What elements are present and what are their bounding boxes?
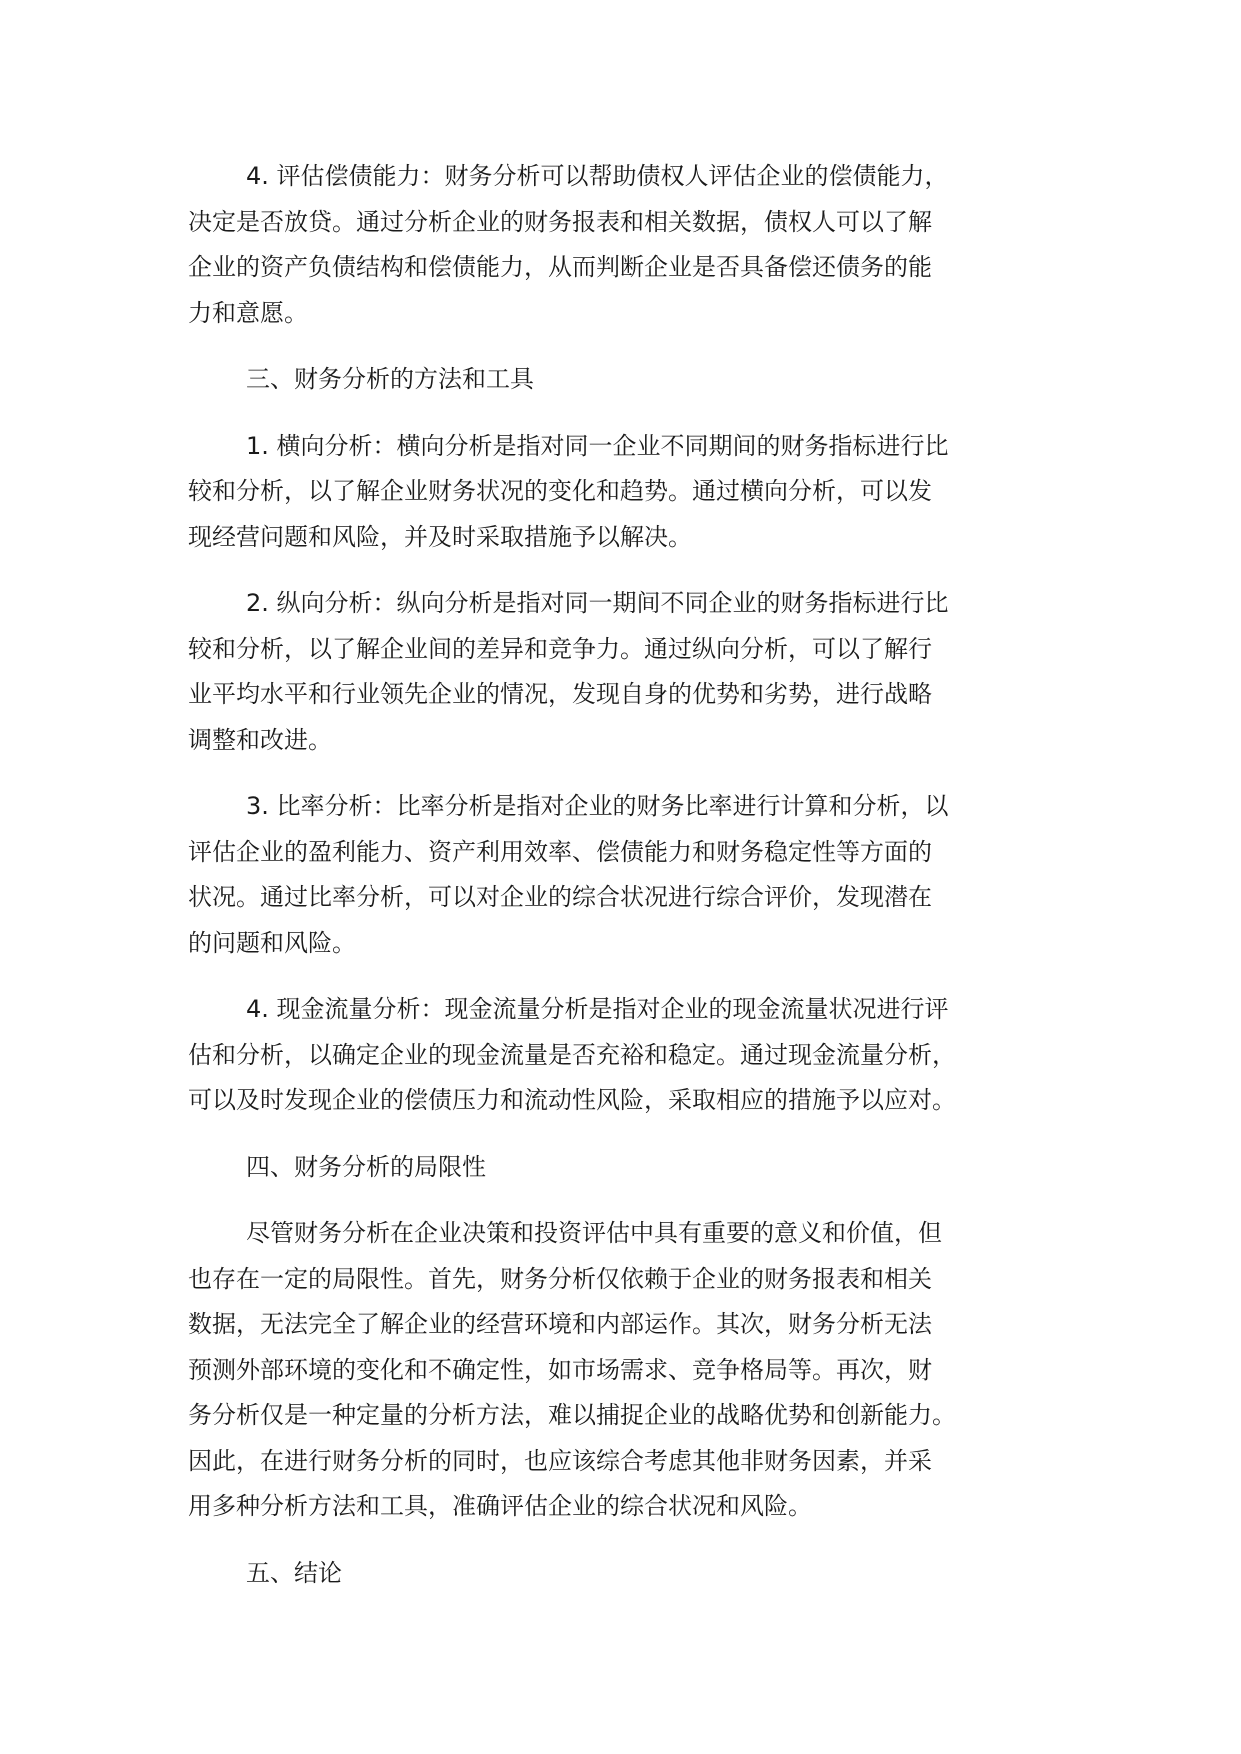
text-line: 因此，在进行财务分析的同时，也应该综合考虑其他非财务因素，并采: [188, 1446, 932, 1475]
section-heading-conclusion: 五、结论: [246, 1558, 342, 1587]
text-line: 4. 评估偿债能力：财务分析可以帮助债权人评估企业的偿债能力，: [246, 162, 949, 190]
text-line: 尽管财务分析在企业决策和投资评估中具有重要的意义和价值，但: [246, 1219, 942, 1247]
text-line: 可以及时发现企业的偿债压力和流动性风险，采取相应的措施予以应对。: [188, 1086, 956, 1114]
section-heading-methods: 三、财务分析的方法和工具: [246, 365, 534, 393]
text-line: 务分析仅是一种定量的分析方法，难以捕捉企业的战略优势和创新能力。: [188, 1401, 956, 1429]
text-line: 2. 纵向分析：纵向分析是指对同一期间不同企业的财务指标进行比: [246, 589, 949, 617]
text-line: 较和分析，以了解企业间的差异和竞争力。通过纵向分析，可以了解行: [188, 634, 932, 663]
text-line: 企业的资产负债结构和偿债能力，从而判断企业是否具备偿还债务的能: [188, 253, 932, 281]
paragraph-horizontal-analysis: [188, 424, 1088, 561]
paragraph-ratio-analysis: [188, 784, 1088, 966]
paragraph-vertical-analysis: [188, 581, 1088, 763]
text-line: 调整和改进。: [188, 725, 332, 754]
paragraph-solvency: [188, 154, 1088, 336]
text-line: 数据，无法完全了解企业的经营环境和内部运作。其次，财务分析无法: [188, 1310, 932, 1338]
text-line: 评估企业的盈利能力、资产利用效率、偿债能力和财务稳定性等方面的: [188, 837, 932, 866]
text-line: 估和分析，以确定企业的现金流量是否充裕和稳定。通过现金流量分析，: [188, 1040, 956, 1069]
text-line: 业平均水平和行业领先企业的情况，发现自身的优势和劣势，进行战略: [188, 680, 932, 708]
text-line: 状况。通过比率分析，可以对企业的综合状况进行综合评价，发现潜在: [188, 883, 932, 911]
text-line: 较和分析，以了解企业财务状况的变化和趋势。通过横向分析，可以发: [188, 477, 932, 505]
text-line: 3. 比率分析：比率分析是指对企业的财务比率进行计算和分析，以: [246, 792, 949, 820]
text-line: 的问题和风险。: [188, 928, 356, 957]
text-line: 力和意愿。: [188, 298, 308, 327]
text-line: 现经营问题和风险，并及时采取措施予以解决。: [188, 522, 692, 551]
text-line: 决定是否放贷。通过分析企业的财务报表和相关数据，债权人可以了解: [188, 207, 932, 236]
document-page: [188, 154, 1088, 1617]
text-line: 1. 横向分析：横向分析是指对同一企业不同期间的财务指标进行比: [246, 431, 949, 460]
section-heading-limitations: 四、财务分析的局限性: [246, 1152, 486, 1181]
paragraph-cashflow-analysis: [188, 987, 1088, 1124]
text-line: 也存在一定的局限性。首先，财务分析仅依赖于企业的财务报表和相关: [188, 1264, 932, 1293]
paragraph-limitations: [188, 1211, 1088, 1530]
text-line: 4. 现金流量分析：现金流量分析是指对企业的现金流量状况进行评: [246, 995, 949, 1023]
text-line: 预测外部环境的变化和不确定性，如市场需求、竞争格局等。再次，财: [188, 1355, 932, 1384]
text-line: 用多种分析方法和工具，准确评估企业的综合状况和风险。: [188, 1492, 812, 1520]
